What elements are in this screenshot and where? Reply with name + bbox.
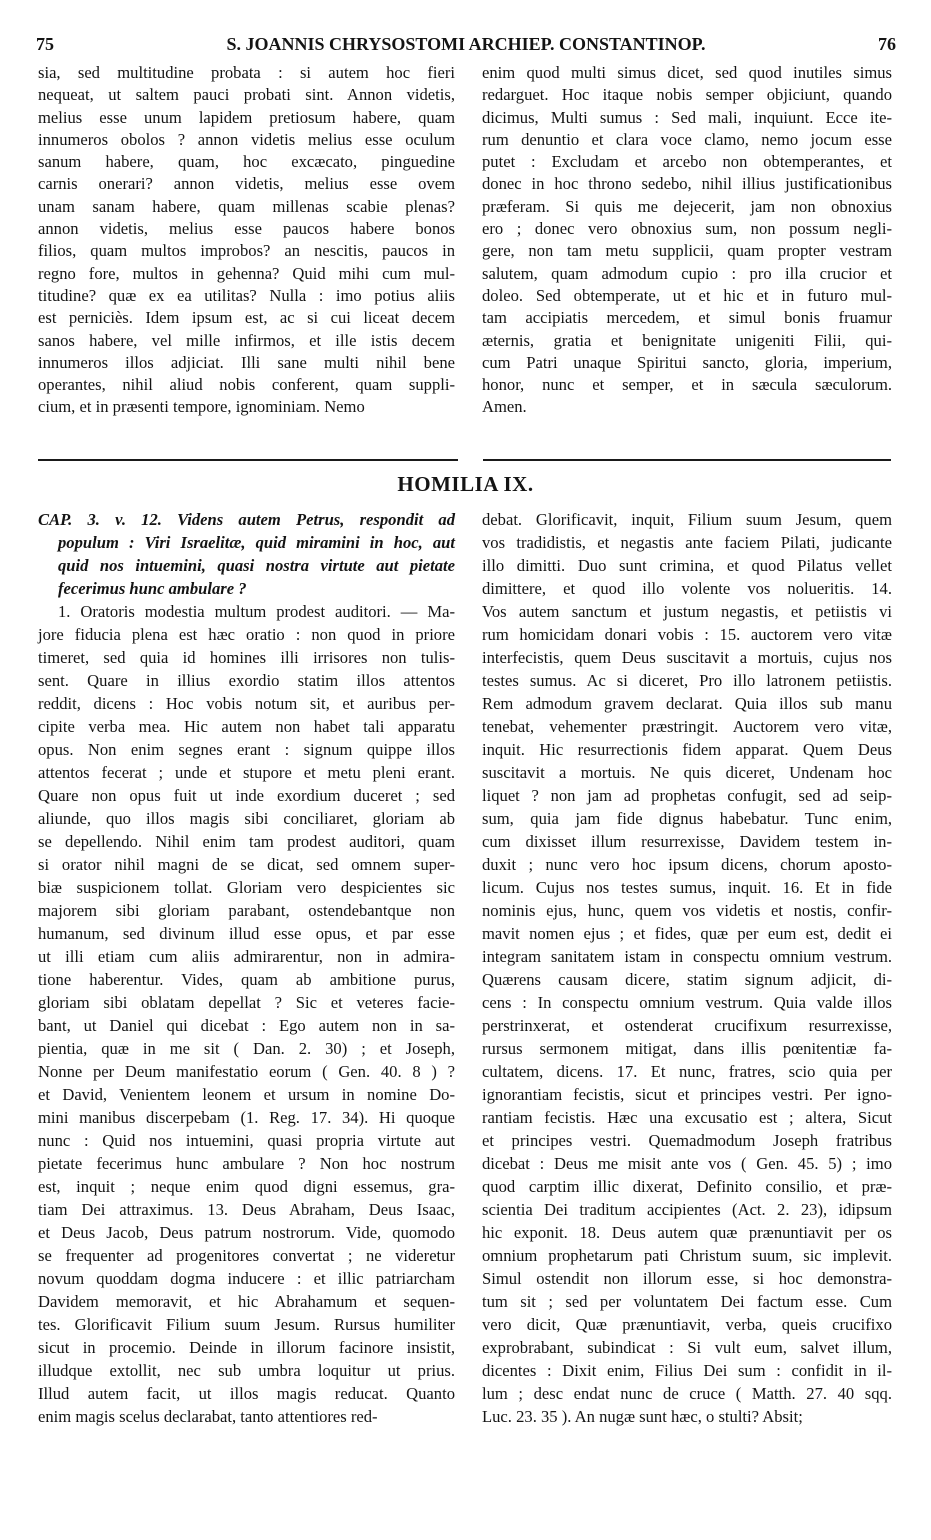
- text-line: donec in hoc throno sedebo, nihil illius justificationibus: [482, 174, 892, 194]
- text-line: sent. Quare in illius exordio statim illos attentos: [38, 671, 455, 690]
- text-line: cum Patri unaque Spiritui sancto, gloria, imperium,: [482, 352, 892, 372]
- text-line: gere, non tam metu supplicii, quam propter vestram: [482, 241, 892, 261]
- text-line: cium, et in præsenti tempore, ignominiam. Nemo: [38, 397, 365, 417]
- text-line: quid nos intuemini, quasi nostra virtute aut pietate: [58, 556, 455, 575]
- text-line: testes sumus. Ac si diceret, Pro illo latronem petiistis.: [482, 671, 892, 690]
- text-line: interfecistis, quem Deus suscitavit a mortuis, cujus nos: [482, 648, 892, 667]
- text-line: licum. Cujus nos testes sumus, inquit. 16. Et in fide: [482, 878, 892, 897]
- text-line: enim quod multi simus dicet, sed quod inutiles simus: [482, 63, 892, 82]
- text-line: Vos autem sanctum et justum negastis, et petiistis vi: [482, 602, 892, 621]
- text-line: integram sanitatem istam in conspectu omnium vestrum.: [482, 947, 892, 966]
- page-number-right: 76: [878, 34, 896, 54]
- text-line: hic exponit. 18. Deus autem quæ prænuntiavit per os: [482, 1223, 892, 1242]
- text-line: annon videtis, melius esse paucos habere bonos: [38, 219, 455, 239]
- text-line: tione haberentur. Vides, quam ab ambitione purus,: [38, 970, 455, 989]
- text-line: Luc. 23. 35 ). An nugæ sunt hæc, o stulti? Absit;: [482, 1407, 803, 1426]
- text-line: omnium prophetarum pati Christum suum, sic implevit.: [482, 1246, 892, 1265]
- text-line: liquet ? non jam ad prophetas confugit, sed ad seip-: [482, 786, 892, 805]
- text-line: salutem, quam admodum cupio : pro illa crucior et: [482, 263, 892, 283]
- text-line: filios, quam multos improbos? an nescitis, paucos in: [38, 241, 455, 261]
- text-line: humanum, sed divinum illud esse opus, et par esse: [38, 924, 455, 943]
- text-line: novum quoddam dogma inducere : et illic patriarcham: [38, 1269, 455, 1288]
- text-line: tum sit ; sed per voluntatem Dei factum esse. Cum: [482, 1292, 892, 1311]
- text-line: tam accipiatis mercedem, et simul bonis fruamur: [482, 308, 892, 328]
- text-line: biæ suspicionem tollat. Gloriam vero despicientes sic: [38, 878, 455, 897]
- text-line: honor, nunc et semper, et in sæcula sæculorum.: [482, 375, 892, 395]
- text-line: est perniciès. Idem ipsum est, ac si cui liceat decem: [38, 308, 455, 328]
- text-line: ero ; donec vero obnoxius sum, non possum negli-: [482, 219, 892, 239]
- text-line: unam sanam habere, quam millenas scabie plenas?: [38, 196, 455, 216]
- text-line: Illud autem facit, ut illos magis reducat. Quanto: [38, 1384, 455, 1403]
- text-line: rum homicidam donari vobis : 15. auctorem vero vitæ: [482, 625, 892, 644]
- text-line: dicimus, Multi sumus : Sed mali, inquiunt. Ecce ite-: [482, 107, 892, 127]
- text-line: Nonne per Deum manifestatio eorum ( Gen. 40. 8 ) ?: [38, 1062, 455, 1081]
- text-line: bant, ut Daniel qui dicebat : Ego autem non in sa-: [38, 1016, 455, 1035]
- text-line: duxit ; nunc vero hoc ipsum dicens, chorum aposto-: [482, 855, 892, 874]
- text-line: dicentes : Dixit enim, Filius Dei sum : confidit in il-: [482, 1361, 892, 1380]
- text-line: fecerimus hunc ambulare ?: [58, 579, 247, 598]
- text-line: reddit, dicens : Hoc vobis notum sit, et auribus per-: [38, 694, 455, 713]
- text-line: cens : In conspectu omnium vestrum. Quia valde illos: [482, 993, 892, 1012]
- text-line: dicebat : Deus me misit ante vos ( Gen. 45. 5) ; imo: [482, 1154, 892, 1173]
- text-line: putet : Excludam et arcebo non obtemperantes, et: [482, 152, 892, 172]
- text-line: suscitavit a mortuis. Ne quis diceret, Undenam hoc: [482, 763, 892, 782]
- text-line: sia, sed multitudine probata : si autem hoc fieri: [38, 63, 455, 82]
- text-line: jore fiducia plena est hæc oratio : non quod in priore: [38, 625, 455, 644]
- text-line: rursus sermonem mitigat, dans illis pœnitentiæ fa-: [482, 1039, 892, 1058]
- column-bottom-right: [482, 508, 892, 1428]
- page-number-left: 75: [36, 34, 54, 54]
- text-line: Davidem memoravit, et hic Abrahamum et sequen-: [38, 1292, 455, 1311]
- text-line: nominis ejus, hunc, quem vos videtis et nostis, confir-: [482, 901, 892, 920]
- text-line: enim magis scelus declarabat, tanto attentiores red-: [38, 1407, 378, 1426]
- section-divider-left: [38, 459, 458, 461]
- text-line: si orator nihil magni de se dicat, sed omnem super-: [38, 855, 455, 874]
- text-line: ignorantiam fecistis, sicut et principes vestri. Per igno-: [482, 1085, 892, 1104]
- text-line: innumeros illos adjiciat. Illi sane multi nihil bene: [38, 352, 455, 372]
- text-line: illudque extollit, nec sub umbra loquitur ut prius.: [38, 1361, 455, 1380]
- text-line: perstrinxerat, et ostenderat crucifixum resurrexisse,: [482, 1016, 892, 1035]
- text-line: sanum habere, quam, hoc excæcato, pinguedine: [38, 152, 455, 172]
- text-line: Quærens causam dicere, statim signum adjicit, di-: [482, 970, 892, 989]
- text-line: attentos fecerat ; unde et stupore et metu pleni erant.: [38, 763, 455, 782]
- text-line: innumeros obolos ? annon videtis melius esse oculum: [38, 129, 455, 149]
- text-line: Simul ostendit non illorum esse, si hoc demonstra-: [482, 1269, 892, 1288]
- text-line: melius esse unum lapidem pretiosum habere, quam: [38, 107, 455, 127]
- text-line: tenebat, vehementer præstringit. Auctorem vero vitæ,: [482, 717, 892, 736]
- text-line: aliunde, quo illos magis sibi conciliaret, gloriam ab: [38, 809, 455, 828]
- text-line: mini manibus discerpebam (1. Reg. 17. 34). Hi quoque: [38, 1108, 455, 1127]
- text-line: redarguet. Hoc itaque nobis semper objiciunt, quando: [482, 85, 892, 105]
- text-line: præferam. Si quis me dejecerit, jam non obnoxius: [482, 196, 892, 216]
- text-line: tes. Glorificavit Filium suum Jesum. Rursus humiliter: [38, 1315, 455, 1334]
- text-line: scientia Dei traditum accipientes (Act. 2. 23), idipsum: [482, 1200, 892, 1219]
- text-line: Quare non opus fuit ut inde exordium duceret ; sed: [38, 786, 455, 805]
- text-line: debat. Glorificavit, inquit, Filium suum Jesum, quem: [482, 510, 892, 529]
- text-line: illo dimitti. Duo sunt crimina, et quod Pilatus vellet: [482, 556, 892, 575]
- text-line: mavit nomen ejus ; et fides, quæ per eum est, dedit ei: [482, 924, 892, 943]
- text-line: nunc : Quid nos intuemini, quasi propria virtute aut: [38, 1131, 455, 1150]
- column-top-right: [482, 62, 892, 419]
- text-line: se depellendo. Nihil enim tam prodest auditori, quam: [38, 832, 455, 851]
- text-line: æternis, gratia et benignitate unigeniti Filii, qui-: [482, 330, 892, 350]
- text-line: vos tradidistis, et negastis ante faciem Pilati, judicante: [482, 533, 892, 552]
- text-line: rantiam fecistis. Hæc una excusatio est ; altera, Sicut: [482, 1108, 892, 1127]
- text-line: est, inquit ; neque enim quod digni essemus, gra-: [38, 1177, 455, 1196]
- running-head: [36, 34, 896, 58]
- column-bottom-left: [38, 508, 455, 1428]
- text-line: pientia, quæ in me sit ( Dan. 2. 30) ; et Joseph,: [38, 1039, 455, 1058]
- text-line: tiam Dei attraximus. 13. Deus Abraham, Deus Isaac,: [38, 1200, 455, 1219]
- text-line: operantes, nihil aliud nobis conferent, quam suppli-: [38, 375, 455, 395]
- text-line: dimittere, et quod illo volente vos nolueritis. 14.: [482, 579, 892, 598]
- text-line: nequeat, ut saltem pauci probati sint. Annon videtis,: [38, 85, 455, 105]
- text-line: et principes vestri. Quemadmodum Joseph fratribus: [482, 1131, 892, 1150]
- text-line: cultatem, dicens. 17. Et nunc, fratres, scio quia per: [482, 1062, 892, 1081]
- text-line: cipite verba mea. Hic autem non habet tali apparatu: [38, 717, 455, 736]
- text-line: 1. Oratoris modestia multum prodest auditori. — Ma-: [58, 602, 455, 621]
- text-line: lum ; desc endat nunc de cruce ( Matth. 27. 40 sqq.: [482, 1384, 892, 1403]
- text-line: inquit. Hic resurrectionis fidem apparat. Quem Deus: [482, 740, 892, 759]
- text-line: regno fore, multos in gehenna? Quid mihi cum mul-: [38, 263, 455, 283]
- text-line: opus. Non enim segnes erant : signum quippe illos: [38, 740, 455, 759]
- text-line: populum : Viri Israelitæ, quid miramini in hoc, aut: [58, 533, 455, 552]
- text-line: cum dixisset illum resurrexisse, Davidem testem in-: [482, 832, 892, 851]
- text-line: quod carptim illic dixerat, Definito consilio, et præ-: [482, 1177, 892, 1196]
- text-line: majorem sibi gloriam parabant, ostendebantque non: [38, 901, 455, 920]
- text-line: Amen.: [482, 397, 527, 417]
- text-line: gloriam sibi oblatam depellat ? Sic et veteres facie-: [38, 993, 455, 1012]
- text-line: sanos habere, vel mille infirmos, et ille istis decem: [38, 330, 455, 350]
- text-line: ut illi etiam cum aliis admirarentur, non in admira-: [38, 947, 455, 966]
- text-line: se frequenter ad progenitores convertat ; ne videretur: [38, 1246, 455, 1265]
- text-line: sum, quia jam fide dignus habebatur. Tunc enim,: [482, 809, 892, 828]
- text-line: et Deus Jacob, Deus patrum nostrorum. Vide, quomodo: [38, 1223, 455, 1242]
- text-line: Rem admodum gravem declarat. Quia illos sub manu: [482, 694, 892, 713]
- text-line: doleo. Sed obtemperate, ut et hic et in futuro mul-: [482, 285, 892, 305]
- section-divider-right: [483, 459, 891, 461]
- text-line: timeret, sed quia id homines illi irrisores non tulis-: [38, 648, 455, 667]
- text-line: sicut in procemio. Deinde in illorum facinore insistit,: [38, 1338, 455, 1357]
- text-line: CAP. 3. v. 12. Videns autem Petrus, respondit ad: [38, 510, 455, 529]
- running-title: S. JOANNIS CHRYSOSTOMI ARCHIEP. CONSTANTINOP.: [226, 34, 706, 54]
- text-line: pietate fecerimus hunc ambulare ? Non hoc nostrum: [38, 1154, 455, 1173]
- homily-title: HOMILIA IX.: [397, 472, 534, 496]
- column-top-left: [38, 62, 455, 419]
- text-line: carnis onerari? annon videtis, melius esse ovem: [38, 174, 455, 194]
- text-line: et David, Venientem leonem et ursum in nomine Do-: [38, 1085, 455, 1104]
- text-line: rum denuntio et clara voce clamo, nemo jocum esse: [482, 129, 892, 149]
- text-line: exprobrabant, subindicat : Si vult eum, salvet illum,: [482, 1338, 892, 1357]
- text-line: titudine? quæ ex ea utilitas? Nulla : imo potius aliis: [38, 285, 455, 305]
- text-line: vero dicit, Quæ prænuntiavit, verba, queis crucifixo: [482, 1315, 892, 1334]
